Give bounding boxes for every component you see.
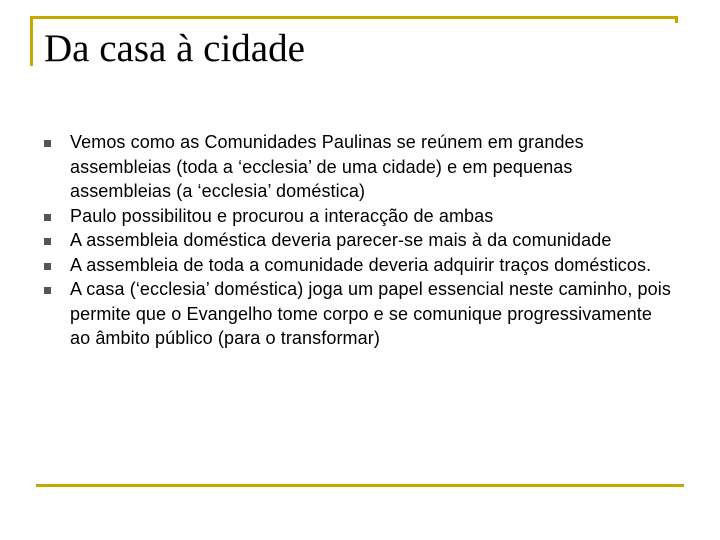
bullet-text: Vemos como as Comunidades Paulinas se reúnem em grandes assembleias (toda a ‘ecclesia’ de uma cidade) e em pequenas assembleias (a ‘ecclesia’ doméstica) xyxy=(70,132,584,201)
bullet-item xyxy=(42,228,672,253)
title-frame-right-tick xyxy=(675,16,678,23)
square-bullet-icon xyxy=(44,214,51,221)
footer-divider-line xyxy=(36,484,684,487)
square-bullet-icon xyxy=(44,263,51,270)
bullet-item xyxy=(42,253,672,278)
bullet-item xyxy=(42,130,672,204)
bullet-text: Paulo possibilitou e procurou a interacção de ambas xyxy=(70,205,494,226)
bullet-text: A assembleia de toda a comunidade deveria adquirir traços domésticos. xyxy=(70,254,652,275)
square-bullet-icon xyxy=(44,140,51,147)
title-frame-left-line xyxy=(30,16,33,66)
title-frame-top-line xyxy=(30,16,678,19)
bullet-text: A casa (‘ecclesia’ doméstica) joga um papel essencial neste caminho, pois permite que o Evangelho tome corpo e se comunique progressivamente ao âmbito público (para o transformar) xyxy=(70,279,671,348)
bullet-list xyxy=(42,130,672,351)
square-bullet-icon xyxy=(44,238,51,245)
square-bullet-icon xyxy=(44,287,51,294)
bullet-item xyxy=(42,277,672,351)
slide-title: Da casa à cidade xyxy=(44,27,305,70)
bullet-item xyxy=(42,204,672,229)
bullet-text: A assembleia doméstica deveria parecer-se mais à da comunidade xyxy=(70,230,612,250)
